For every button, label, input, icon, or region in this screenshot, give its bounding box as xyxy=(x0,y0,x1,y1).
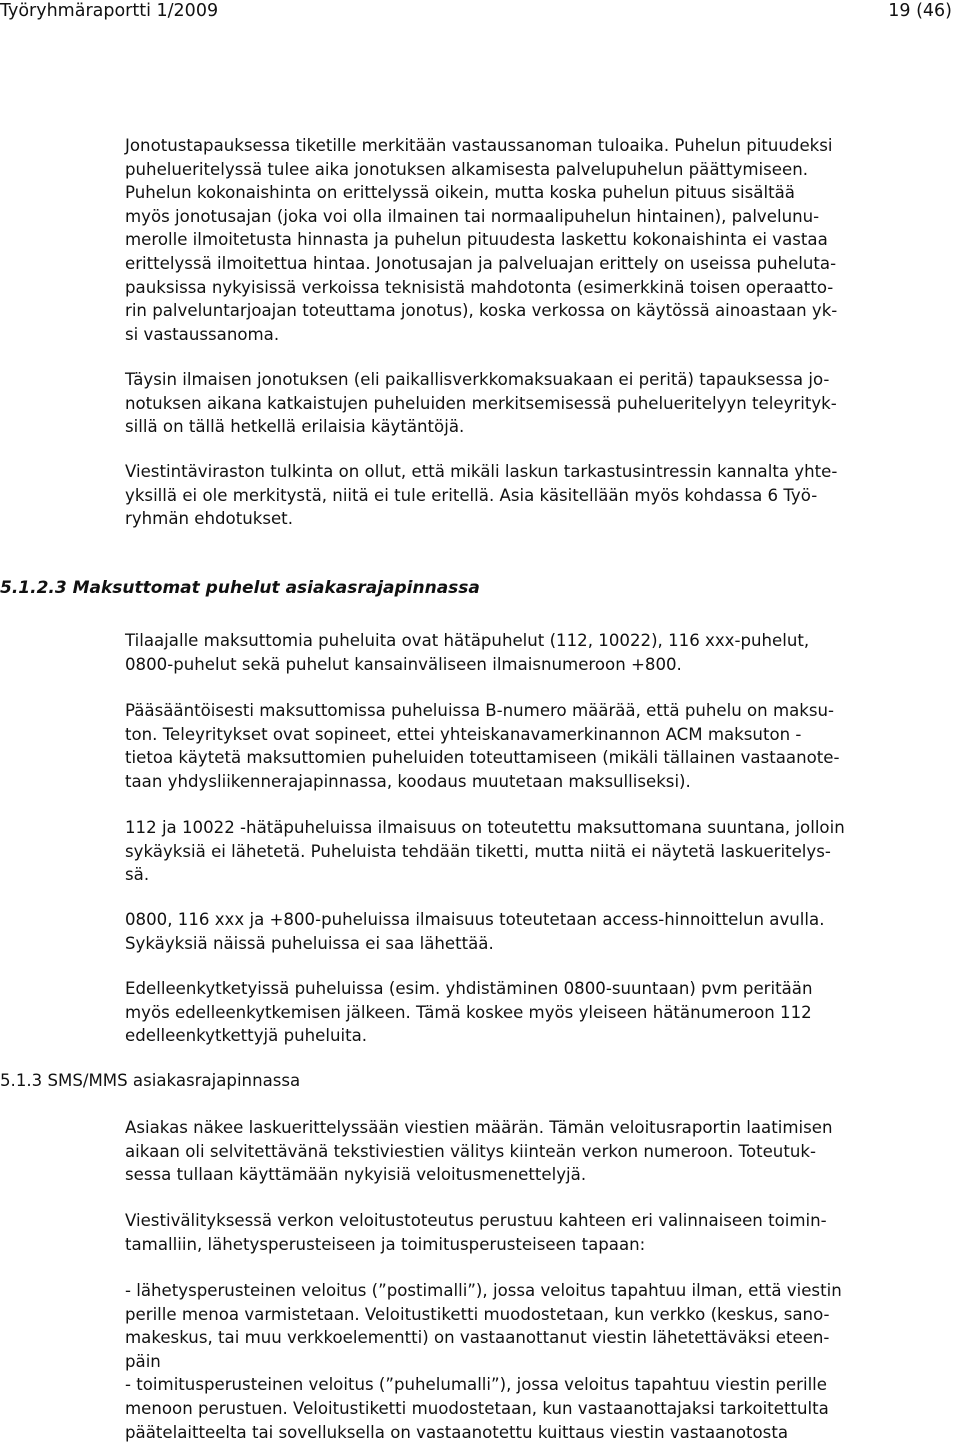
text-line: Sykäyksiä näissä puheluissa ei saa lähettää. xyxy=(125,933,494,953)
text-line: Pääsääntöisesti maksuttomissa puheluissa B-numero määrää, että puhelu on maksu- xyxy=(125,701,835,720)
paragraph-forwarded-calls xyxy=(125,977,955,1048)
text-line: si vastaussanoma. xyxy=(125,324,280,344)
page-header xyxy=(0,0,960,30)
text-line: tamalliin, lähetysperusteiseen ja toimitusperusteiseen tapaan: xyxy=(125,1234,646,1254)
text-line: yksillä ei ole merkitystä, niitä ei tule eritellä. Asia käsitellään myös kohdassa 6 Työ- xyxy=(125,485,818,505)
text-line: menoon perustuen. Veloitustiketti muodostetaan, kun vastaanottajaksi tarkoitettulta xyxy=(125,1398,829,1418)
text-line: pauksissa nykyisissä verkoissa teknisistä mahdotonta (esimerkkinä toisen operaatto- xyxy=(125,277,834,297)
list-item: - toimitusperusteinen veloitus (”puhelumalli”), jossa veloitus tapahtuu viestin perille xyxy=(125,1375,827,1395)
text-line: taan yhdysliikennerajapinnassa, koodaus muutetaan maksulliseksi). xyxy=(125,771,691,791)
text-line: sykäyksiä ei lähetetä. Puheluista tehdään tiketti, mutta niitä ei näytetä laskueritelys- xyxy=(125,841,831,861)
text-line: ton. Teleyritykset ovat sopineet, ettei yhteiskanavamerkinannon ACM maksuton - xyxy=(125,724,802,744)
text-line: ryhmän ehdotukset. xyxy=(125,509,293,529)
text-line: sessa tullaan käyttämään nykyisiä veloitusmenettelyjä. xyxy=(125,1165,587,1185)
text-line: Täysin ilmaisen jonotuksen (eli paikallisverkkomaksuakaan ei peritä) tapauksessa jo- xyxy=(125,370,830,389)
text-line: makeskus, tai muu verkkoelementti) on vastaanottanut viestin lähetettäväksi eteen- xyxy=(125,1328,830,1348)
text-line: rin palveluntarjoajan toteuttama jonotus), koska verkossa on käytössä ainoastaan yk- xyxy=(125,301,838,321)
text-line: Puhelun kokonaishinta on erittelyssä oikein, mutta koska puhelun pituus sisältää xyxy=(125,183,795,203)
list-item: - lähetysperusteinen veloitus (”postimalli”), jossa veloitus tapahtuu ilman, että viestin xyxy=(125,1281,842,1300)
text-line: Tilaajalle maksuttomia puheluita ovat hätäpuhelut (112, 10022), 116 xxx-puhelut, xyxy=(125,631,810,650)
text-line: puhelueritelyssä tulee aika jonotuksen alkamisesta palvelupuhelun päättymiseen. xyxy=(125,159,808,179)
text-line: perille menoa varmistetaan. Veloitustiketti muodostetaan, kun verkko (keskus, sano- xyxy=(125,1304,830,1324)
report-title: Työryhmäraportti 1/2009 xyxy=(0,1,219,21)
paragraph-free-call-types xyxy=(125,629,955,676)
text-line: myös jonotusajan (joka voi olla ilmainen tai normaalipuhelun hintainen), palvelunu- xyxy=(125,206,820,226)
text-line: päin xyxy=(125,1351,161,1371)
text-line: erittelyssä ilmoitettua hintaa. Jonotusajan ja palveluajan erittely on useissa puheluta- xyxy=(125,253,837,273)
section-heading-sms-mms: 5.1.3 SMS/MMS asiakasrajapinnassa xyxy=(0,1071,301,1090)
paragraph-b-number-rule xyxy=(125,699,955,793)
paragraph-emergency-calls xyxy=(125,816,955,887)
text-line: 0800, 116 xxx ja +800-puheluissa ilmaisuus toteutetaan access-hinnoittelun avulla. xyxy=(125,910,825,929)
page-number: 19 (46) xyxy=(888,1,952,21)
paragraph-billing-models xyxy=(125,1209,955,1256)
text-line: edelleenkytkettyjä puheluita. xyxy=(125,1026,368,1046)
text-line: sä. xyxy=(125,865,150,885)
list-billing-models xyxy=(125,1279,955,1444)
text-line: Jonotustapauksessa tiketille merkitään vastaussanoman tuloaika. Puhelun pituudeksi xyxy=(125,136,833,155)
text-line: 112 ja 10022 -hätäpuheluissa ilmaisuus on toteutettu maksuttomana suuntana, jolloin xyxy=(125,818,845,837)
paragraph-authority-interpretation xyxy=(125,460,955,531)
text-line: Edelleenkytketyissä puheluissa (esim. yhdistäminen 0800-suuntaan) pvm peritään xyxy=(125,979,813,998)
text-line: Viestintäviraston tulkinta on ollut, että mikäli laskun tarkastusintressin kannalta yhte- xyxy=(125,462,838,481)
text-line: notuksen aikana katkaistujen puheluiden merkitsemisessä puhelueritelyyn teleyrityk- xyxy=(125,393,837,413)
text-line: aikaan oli selvitettävänä tekstiviestien välitys kiinteän verkon numeroon. Toteutuk- xyxy=(125,1141,816,1161)
text-line: päätelaitteelta tai sovelluksella on vastaanotettu kuittaus viestin vastaanotosta xyxy=(125,1422,788,1442)
section-heading-free-calls: 5.1.2.3 Maksuttomat puhelut asiakasrajapinnassa xyxy=(0,578,480,598)
paragraph-queue-billing xyxy=(125,134,955,346)
text-line: tietoa käytetä maksuttomien puheluiden toteuttamiseen (mikäli tällainen vastaanote- xyxy=(125,748,840,768)
text-line: myös edelleenkytkemisen jälkeen. Tämä koskee myös yleiseen hätänumeroon 112 xyxy=(125,1002,812,1022)
paragraph-message-count xyxy=(125,1116,955,1187)
text-line: 0800-puhelut sekä puhelut kansainväliseen ilmaisnumeroon +800. xyxy=(125,654,682,674)
text-line: Viestivälityksessä verkon veloitustoteutus perustuu kahteen eri valinnaiseen toimin- xyxy=(125,1211,827,1230)
paragraph-free-queue xyxy=(125,368,955,439)
paragraph-access-pricing xyxy=(125,908,955,955)
text-line: sillä on tällä hetkellä erilaisia käytäntöjä. xyxy=(125,417,465,437)
text-line: merolle ilmoitetusta hinnasta ja puhelun pituudesta laskettu kokonaishinta ei vastaa xyxy=(125,230,828,250)
text-line: Asiakas näkee laskuerittelyssään viestien määrän. Tämän veloitusraportin laatimisen xyxy=(125,1118,833,1137)
